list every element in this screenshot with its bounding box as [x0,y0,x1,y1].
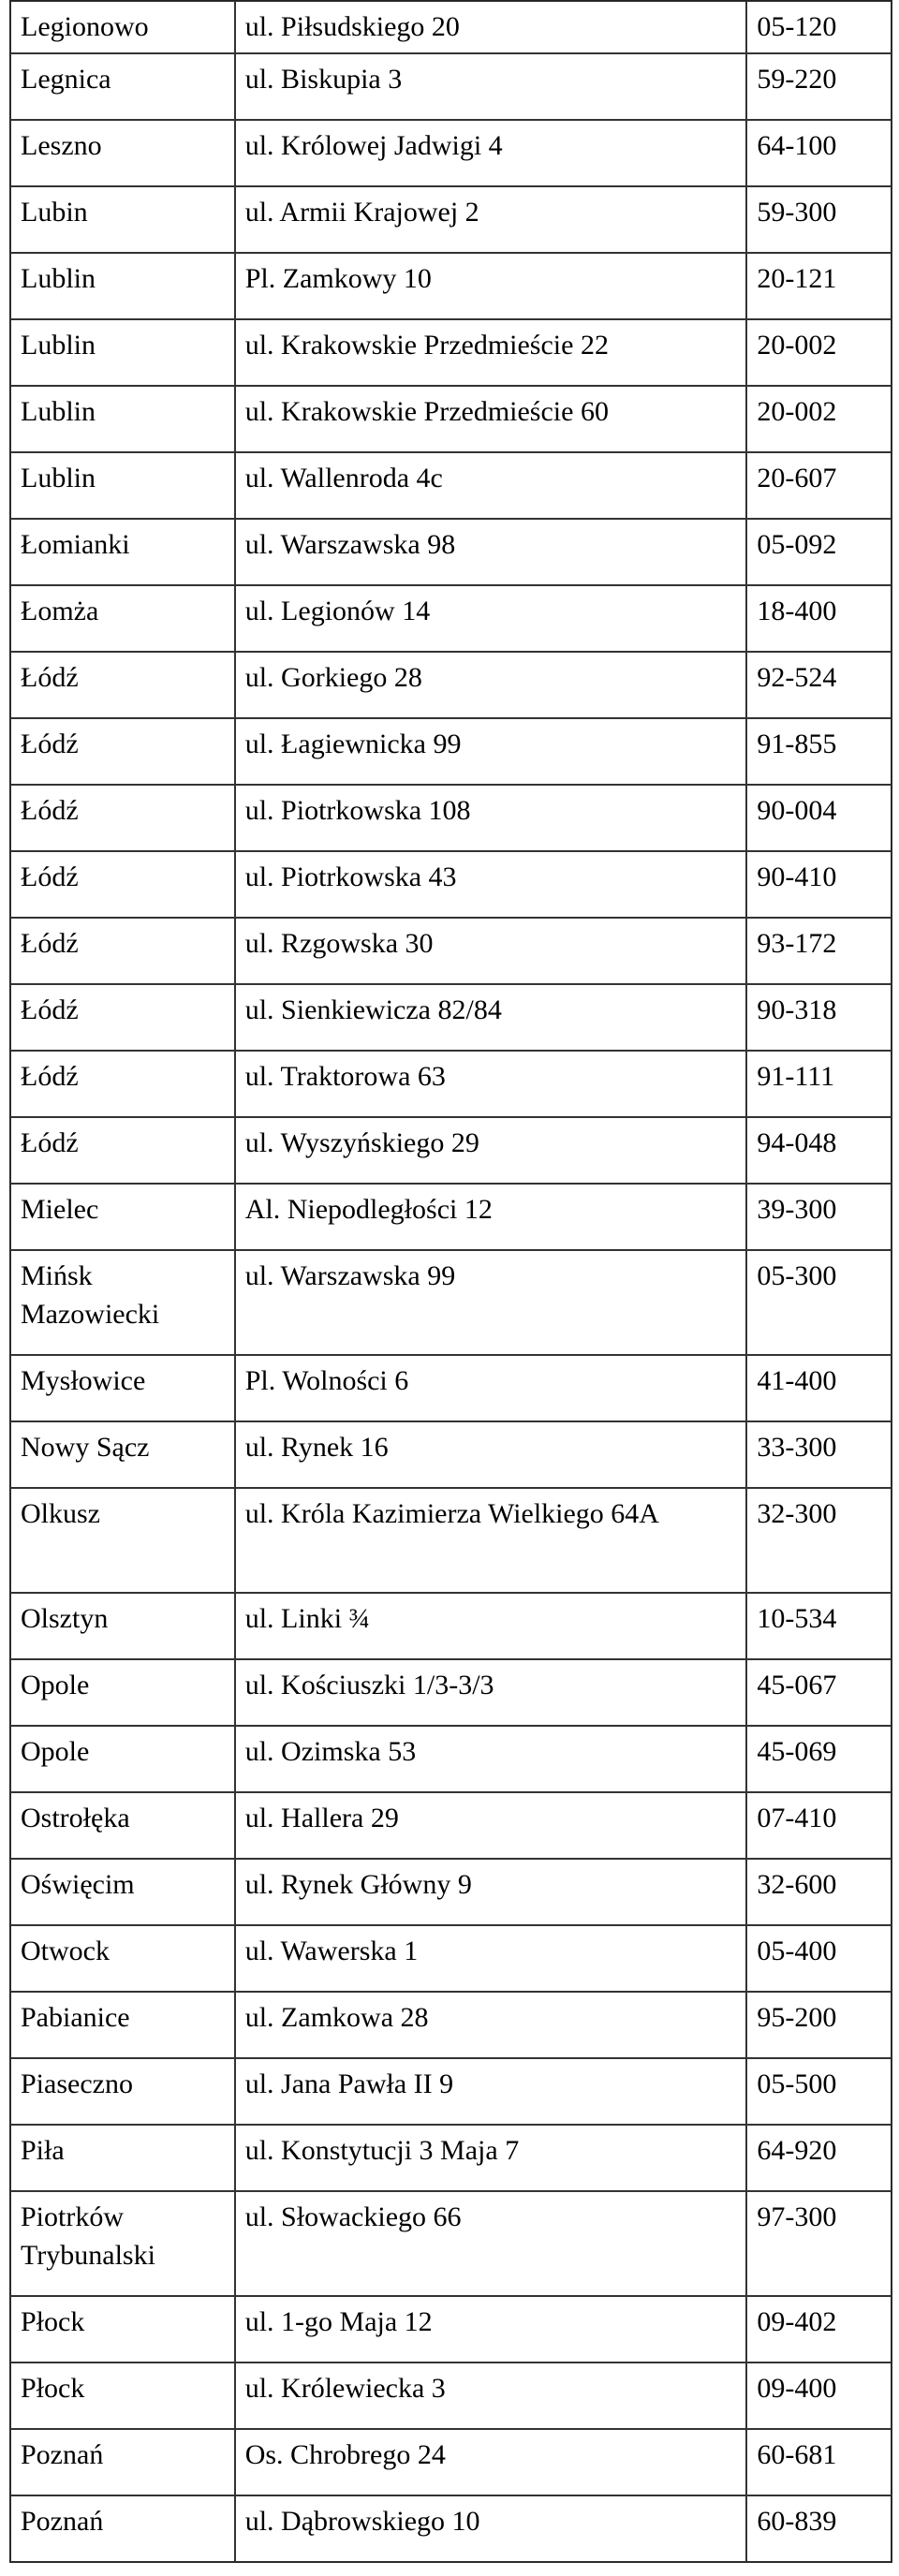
postal-code-cell: 94-048 [746,1117,892,1184]
table-row [10,2296,892,2363]
city-cell: Otwock [10,1925,235,1992]
city-cell: Lublin [10,253,235,319]
city-cell: Łódź [10,851,235,918]
street-cell: ul. Piotrkowska 108 [235,785,747,851]
city-cell: Olkusz [10,1488,235,1593]
table-row [10,519,892,585]
table-row [10,2495,892,2562]
postal-code-cell: 60-681 [746,2429,892,2495]
street-cell: ul. Dąbrowskiego 10 [235,2495,747,2562]
postal-code-cell: 05-400 [746,1925,892,1992]
city-cell: Łódź [10,718,235,785]
table-row [10,918,892,984]
postal-code-cell: 20-607 [746,452,892,519]
table-row [10,1593,892,1659]
postal-code-cell: 05-092 [746,519,892,585]
city-cell: Lublin [10,386,235,452]
city-cell: Łódź [10,1051,235,1117]
postal-code-cell: 18-400 [746,585,892,652]
city-cell: Łódź [10,652,235,718]
city-cell: Łomża [10,585,235,652]
table-row [10,1,892,53]
street-cell: ul. Linki ¾ [235,1593,747,1659]
table-row [10,53,892,120]
table-row [10,1792,892,1859]
street-cell: ul. Rynek Główny 9 [235,1859,747,1925]
city-cell: Mysłowice [10,1355,235,1421]
postal-code-cell: 91-111 [746,1051,892,1117]
postal-code-cell: 59-300 [746,186,892,253]
street-cell: ul. Jana Pawła II 9 [235,2058,747,2125]
table-row [10,1051,892,1117]
postal-code-cell: 45-069 [746,1726,892,1792]
table-row [10,1184,892,1250]
city-cell: Płock [10,2363,235,2429]
street-cell: ul. 1-go Maja 12 [235,2296,747,2363]
postal-code-cell: 64-100 [746,120,892,186]
postal-code-cell: 20-002 [746,386,892,452]
postal-code-cell: 09-402 [746,2296,892,2363]
table-row [10,319,892,386]
city-cell: Ostrołęka [10,1792,235,1859]
street-cell: Os. Chrobrego 24 [235,2429,747,2495]
street-cell: ul. Krakowskie Przedmieście 60 [235,386,747,452]
postal-code-cell: 90-410 [746,851,892,918]
postal-code-cell: 90-004 [746,785,892,851]
table-row [10,1859,892,1925]
postal-code-cell: 32-600 [746,1859,892,1925]
city-cell: Leszno [10,120,235,186]
postal-code-cell: 45-067 [746,1659,892,1726]
table-row [10,1992,892,2058]
address-table-body [10,1,892,2562]
street-cell: ul. Łagiewnicka 99 [235,718,747,785]
table-row [10,1488,892,1593]
table-row [10,652,892,718]
postal-code-cell: 33-300 [746,1421,892,1488]
table-row [10,2125,892,2191]
table-row [10,984,892,1051]
city-cell: Płock [10,2296,235,2363]
street-cell: ul. Sienkiewicza 82/84 [235,984,747,1051]
table-row [10,1925,892,1992]
table-row [10,2058,892,2125]
postal-code-cell: 05-120 [746,1,892,53]
postal-code-cell: 60-839 [746,2495,892,2562]
street-cell: ul. Krakowskie Przedmieście 22 [235,319,747,386]
city-cell: Mińsk Mazowiecki [10,1250,235,1355]
table-row [10,2191,892,2296]
street-cell: ul. Króla Kazimierza Wielkiego 64A [235,1488,747,1593]
postal-code-cell: 10-534 [746,1593,892,1659]
table-row [10,452,892,519]
street-cell: ul. Piłsudskiego 20 [235,1,747,53]
street-cell: ul. Królewiecka 3 [235,2363,747,2429]
city-cell: Łódź [10,984,235,1051]
city-cell: Lubin [10,186,235,253]
city-cell: Oświęcim [10,1859,235,1925]
city-cell: Poznań [10,2429,235,2495]
table-row [10,785,892,851]
postal-code-cell: 90-318 [746,984,892,1051]
table-row [10,1117,892,1184]
street-cell: ul. Gorkiego 28 [235,652,747,718]
table-row [10,386,892,452]
city-cell: Piaseczno [10,2058,235,2125]
street-cell: ul. Słowackiego 66 [235,2191,747,2296]
street-cell: ul. Rynek 16 [235,1421,747,1488]
table-row [10,1250,892,1355]
city-cell: Poznań [10,2495,235,2562]
city-cell: Legionowo [10,1,235,53]
city-cell: Piotrków Trybunalski [10,2191,235,2296]
city-cell: Łomianki [10,519,235,585]
city-cell: Lublin [10,452,235,519]
street-cell: ul. Zamkowa 28 [235,1992,747,2058]
street-cell: ul. Kościuszki 1/3-3/3 [235,1659,747,1726]
street-cell: ul. Wallenroda 4c [235,452,747,519]
postal-code-cell: 91-855 [746,718,892,785]
street-cell: ul. Legionów 14 [235,585,747,652]
street-cell: ul. Warszawska 99 [235,1250,747,1355]
street-cell: ul. Piotrkowska 43 [235,851,747,918]
postal-code-cell: 95-200 [746,1992,892,2058]
postal-code-cell: 93-172 [746,918,892,984]
postal-code-cell: 05-300 [746,1250,892,1355]
city-cell: Opole [10,1659,235,1726]
street-cell: ul. Wyszyńskiego 29 [235,1117,747,1184]
street-cell: ul. Hallera 29 [235,1792,747,1859]
city-cell: Mielec [10,1184,235,1250]
table-row [10,186,892,253]
street-cell: ul. Rzgowska 30 [235,918,747,984]
street-cell: ul. Warszawska 98 [235,519,747,585]
table-row [10,2363,892,2429]
table-row [10,1659,892,1726]
street-cell: ul. Wawerska 1 [235,1925,747,1992]
table-row [10,1421,892,1488]
street-cell: ul. Biskupia 3 [235,53,747,120]
city-cell: Piła [10,2125,235,2191]
city-cell: Łódź [10,785,235,851]
postal-code-cell: 20-002 [746,319,892,386]
street-cell: Pl. Wolności 6 [235,1355,747,1421]
city-cell: Opole [10,1726,235,1792]
street-cell: ul. Traktorowa 63 [235,1051,747,1117]
address-table [9,0,892,2563]
postal-code-cell: 39-300 [746,1184,892,1250]
city-cell: Legnica [10,53,235,120]
street-cell: ul. Konstytucji 3 Maja 7 [235,2125,747,2191]
city-cell: Łódź [10,1117,235,1184]
postal-code-cell: 20-121 [746,253,892,319]
table-row [10,851,892,918]
street-cell: Al. Niepodległości 12 [235,1184,747,1250]
table-row [10,1726,892,1792]
postal-code-cell: 97-300 [746,2191,892,2296]
postal-code-cell: 05-500 [746,2058,892,2125]
postal-code-cell: 64-920 [746,2125,892,2191]
postal-code-cell: 32-300 [746,1488,892,1593]
postal-code-cell: 09-400 [746,2363,892,2429]
table-row [10,253,892,319]
street-cell: ul. Armii Krajowej 2 [235,186,747,253]
city-cell: Pabianice [10,1992,235,2058]
city-cell: Lublin [10,319,235,386]
table-row [10,718,892,785]
table-row [10,120,892,186]
postal-code-cell: 07-410 [746,1792,892,1859]
postal-code-cell: 92-524 [746,652,892,718]
postal-code-cell: 41-400 [746,1355,892,1421]
table-row [10,585,892,652]
postal-code-cell: 59-220 [746,53,892,120]
city-cell: Łódź [10,918,235,984]
street-cell: Pl. Zamkowy 10 [235,253,747,319]
city-cell: Olsztyn [10,1593,235,1659]
street-cell: ul. Ozimska 53 [235,1726,747,1792]
table-row [10,1355,892,1421]
city-cell: Nowy Sącz [10,1421,235,1488]
table-row [10,2429,892,2495]
street-cell: ul. Królowej Jadwigi 4 [235,120,747,186]
